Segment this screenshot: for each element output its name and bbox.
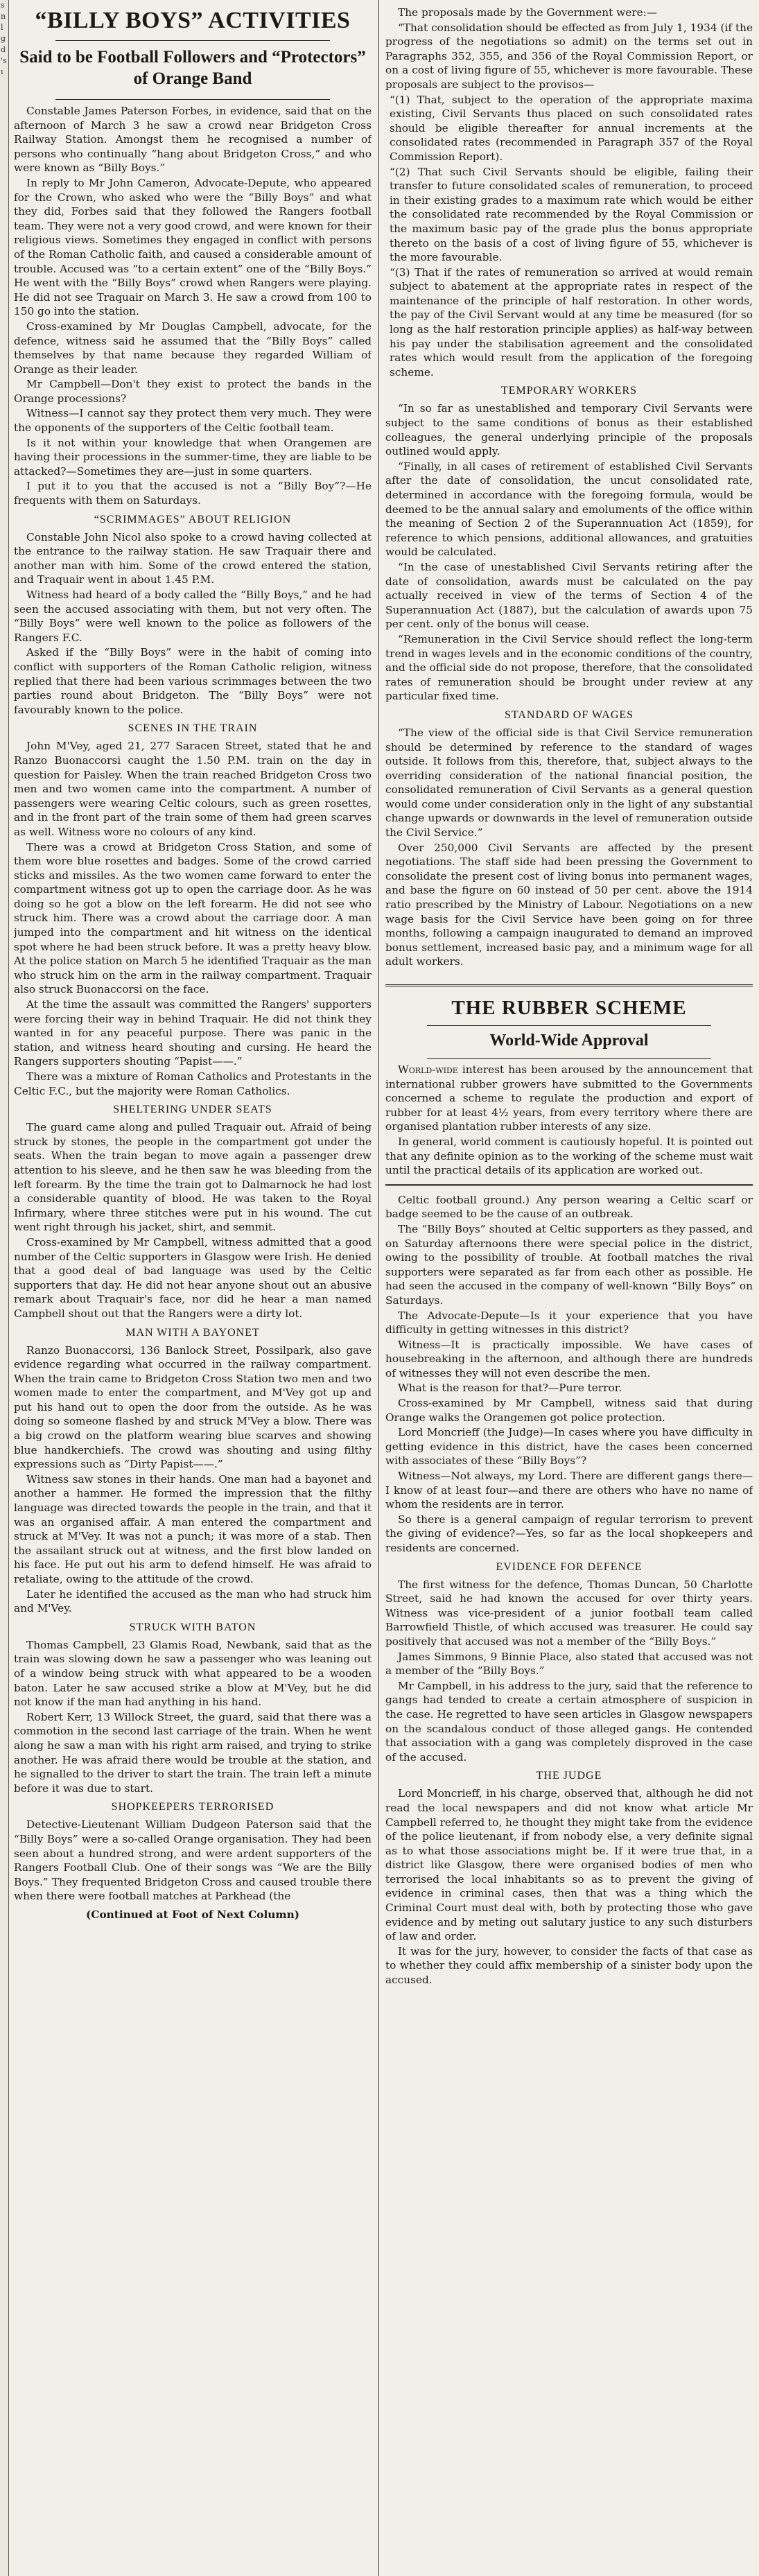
paragraph: John M'Vey, aged 21, 277 Saracen Street, stated that he and Ranzo Buonaccorsi caught the 1.50 P.M. train on the day in question for Paisley. When the train reached Bridgeton Cross two men and two women came into the compartment. A number of passengers were wearing Celtic colours, such as green rosettes, and in the front part of the train some of them had green scarves as well. Witness wore no colours of any kind. <box>14 740 372 838</box>
paragraph: “In so far as unestablished and temporary Civil Servants were subject to the same conditions of bonus as their established colleagues, the general underlying principle of the proposals outlined would apply. <box>385 402 753 458</box>
continued-section <box>385 1193 753 1556</box>
paragraph: Mr Campbell, in his address to the jury, said that the reference to gangs had tended to create a certain atmosphere of suspicion in the case. He regretted to have seen articles in Glasgow newspapers on the scandalous conduct of those alleged gangs. He contended that association with a gang was completely disproved in the case of the accused. <box>385 1679 753 1764</box>
paragraph: Witness had heard of a body called the “Billy Boys,” and he had seen the accused associating with them, but not very often. The “Billy Boys” were well known to the police as followers of the Rangers F.C. <box>14 589 372 644</box>
paragraph: Lord Moncrieff, in his charge, observed that, although he did not read the local newspapers and did not know what article Mr Campbell referred to, he thought they might take from the evidence of the police lieutenant, if from nobody else, a very definite signal as to what those associations might be. If it were true that, in a district like Glasgow, there were organised bodies of men who terrorised the local inhabitants so as to prevent the giving of evidence in criminal cases, then that was a thing which the Criminal Court must deal with, both by protecting those who gave evidence and by meting out salutary justice to any such disturbers of law and order. <box>385 1787 753 1943</box>
rubber-deck: World-Wide Approval <box>489 1032 649 1050</box>
paragraph: “That consolidation should be effected as from July 1, 1934 (if the progress of the negotiations so admit) on the terms set out in Paragraphs 352, 355, and 356 of the Royal Commission Report, or on a cost of living figure of 55, whichever is more favourable. These proposals are subject to the provisos— <box>385 21 753 91</box>
paragraph: I put it to you that the accused is not a “Billy Boy”?—He frequents with them on Saturdays. <box>14 480 372 507</box>
paragraph: Witness—It is practically impossible. We have cases of housebreaking in the afternoon, and although there are hundreds of witnesses they will not even describe the men. <box>385 1338 753 1380</box>
subheading-temporary-workers: TEMPORARY WORKERS <box>500 385 638 397</box>
paragraph: Thomas Campbell, 23 Glamis Road, Newbank, said that as the train was slowing down he saw a passenger who was leaning out of a window being struck with what appeared to be a wooden baton. Later he saw accused strike a blow at M'Vey, but he did not know if the man had anything in his hand. <box>14 1638 372 1709</box>
paragraph: “Remuneration in the Civil Service should reflect the long-term trend in wages levels and in the economic conditions of the country, and the official side do not propose, therefore, that the consolidated rates of remuneration should be brought under review at any particular fixed time. <box>385 632 753 703</box>
paragraph: James Simmons, 9 Binnie Place, also stated that accused was not a member of the “Billy Boys.” <box>385 1650 753 1678</box>
gutter-fragment: s <box>1 1 5 10</box>
gutter-fragment: 's <box>1 56 7 65</box>
paragraph: The Advocate-Depute—Is it your experience that you have difficulty in getting witnesses in this district? <box>385 1309 753 1337</box>
paragraph: Constable James Paterson Forbes, in evidence, said that on the afternoon of March 3 he saw a crowd near Bridgeton Cross Railway Station. Amongst them he recognised a number of persons who continually “hang about Bridgeton Cross,” and who were known as “Billy Boys.” <box>14 105 372 175</box>
paragraph: Asked if the “Billy Boys” were in the habit of coming into conflict with supporters of the Roman Catholic religion, witness replied that there had been various scrimmages between the two parties round about Bridgeton. The “Billy Boys” were not favourably known to the police. <box>14 646 372 716</box>
article-deck: Said to be Football Followers and “Protectors” of Orange Band <box>19 48 366 88</box>
continuation-note: (Continued at Foot of Next Column) <box>86 1908 299 1921</box>
article-headline: “BILLY BOYS” ACTIVITIES <box>35 8 351 33</box>
subheading-standard-of-wages: STANDARD OF WAGES <box>504 708 634 721</box>
paragraph: There was a mixture of Roman Catholics and Protestants in the Celtic F.C., but the majority were Roman Catholics. <box>14 1070 372 1097</box>
paragraph: Lord Moncrieff (the Judge)—In cases where you have difficulty in getting evidence in this district, have the cases been concerned with associates of these “Billy Boys”? <box>385 1426 753 1468</box>
subheading-sheltering: SHELTERING UNDER SEATS <box>113 1104 272 1116</box>
paragraph: Is it not within your knowledge that when Orangemen are having their processions in the summer-time, they are liable to be attacked?—Sometimes they are—just in some quarters. <box>14 436 372 478</box>
rubber-paragraph-2: In general, world comment is cautiously hopeful. It is pointed out that any definite opinion as to the working of the scheme must wait until the practical details of its application are worked out. <box>385 1135 753 1177</box>
judge-section <box>385 1786 753 1987</box>
paragraph: “(1) That, subject to the operation of the appropriate maxima existing, Civil Servants thus placed on such consolidated rates should be eligible thereafter for annual increments at the consolidated rates (recommended in Paragraph 357 of the Royal Commission Report). <box>390 93 753 163</box>
paragraph: Later he identified the accused as the man who had struck him and M'Vey. <box>14 1587 372 1615</box>
left-gutter <box>0 0 9 2576</box>
subheading-scenes-in-train: SCENES IN THE TRAIN <box>128 722 258 735</box>
paragraph: The guard came along and pulled Traquair out. Afraid of being struck by stones, the people in the compartment got under the seats. When the train began to move again a passenger drew attention to his sleeve, and he then saw he was bleeding from the left forearm. By the time the train got to Dalmarnock he had lost a considerable quantity of blood. He was taken to the Royal Infirmary, where three stitches were put in his wound. The cut went right through his jacket, shirt, and semmit. <box>14 1121 372 1234</box>
proposals-top <box>385 6 753 92</box>
rubber-rule <box>427 1025 711 1026</box>
paragraph: In reply to Mr John Cameron, Advocate-Depute, who appeared for the Crown, who asked who were the “Billy Boys” and what they did, Forbes said that they followed the Rangers football team. They were not a very good crowd, and were known for their religious views. Sometimes they engaged in conflict with persons of the Roman Catholic faith, and caused a considerable amount of trouble. Accused was “to a certain extent” one of the “Billy Boys.” He went with the “Billy Boys” crowd when Rangers were playing. He did not see Traquair on March 3. He saw a crowd from 100 to 150 go into the station. <box>14 176 372 318</box>
deck-rule <box>55 99 330 100</box>
paragraph: Cross-examined by Mr Campbell, witness said that during Orange walks the Orangemen got police protection. <box>385 1397 753 1424</box>
subheading-baton: STRUCK WITH BATON <box>129 1621 256 1633</box>
paragraph: What is the reason for that?—Pure terror. <box>398 1382 622 1395</box>
gutter-fragment: l <box>1 23 3 32</box>
paragraph: It was for the jury, however, to consider the facts of that case as to whether they could affix membership of a sinister body upon the accused. <box>385 1944 753 1987</box>
body-section-2 <box>14 530 372 717</box>
rubber-headline: THE RUBBER SCHEME <box>451 997 687 1019</box>
paragraph: Cross-examined by Mr Campbell, witness admitted that a good number of the Celtic supporters in Glasgow were Irish. He denied that a good deal of bad language was used by the Celtic supporters that day. He did not hear anyone shout out an abusive remark about Traquair's face, nor did he hear a man named Campbell shout out that the Rangers were a dirty lot. <box>14 1235 372 1320</box>
rubber-lead-paragraph <box>385 1063 753 1134</box>
paragraph: The proposals made by the Government were:— <box>398 6 658 19</box>
paragraph: “Finally, in all cases of retirement of established Civil Servants after the date of consolidation, the uncut consolidated rate, determined in accordance with the foregoing formula, would be deemed to be the annual salary and emoluments of the office within the meaning of Section 2 of the Superannuation Act (1859), for reference to which pensions, additional allowances, and gratuities would be calculated. <box>385 460 753 559</box>
provisos-list <box>385 93 753 380</box>
defence-section <box>385 1578 753 1765</box>
paragraph: Constable John Nicol also spoke to a crowd having collected at the entrance to the railway station. He saw Traquair there and another man with him. Some of the crowd entered the station, and Traquair went in about 1.45 P.M. <box>14 530 372 586</box>
body-section-7 <box>14 1818 372 1904</box>
rubber-article <box>385 984 753 1186</box>
paragraph: Cross-examined by Mr Douglas Campbell, advocate, for the defence, witness said he assumed that the “Billy Boys” called themselves by that name because they regarded William of Orange as their leader. <box>14 320 372 376</box>
body-section-4 <box>14 1120 372 1321</box>
paragraph: “The view of the official side is that Civil Service remuneration should be determined by reference to the standard of wages outside. It follows from this, therefore, that, subject always to the overriding consideration of the national financial position, the consolidated remuneration of Civil Servants as a general question would come under consideration only in the light of any substantial change upwards or downwards in the level of remuneration outside the Civil Service.” <box>385 726 753 839</box>
paragraph: Over 250,000 Civil Servants are affected by the present negotiations. The staff side had been pressing the Government to consolidate the present cost of living bonus into permanent wages, and base the figure on 60 instead of 50 per cent. above the 1914 ratio prescribed by the Ministry of Labour. Negotiations on a new wage basis for the Civil Service have been going on for three months, following a campaign inaugurated to demand an improved bonus settlement, increased basic pay, and a minimum wage for all adult workers. <box>385 841 753 968</box>
paragraph: “(2) That such Civil Servants should be eligible, failing their transfer to future consolidated scales of remuneration, to proceed in their existing grades to a maximum rate which would be either the consolidated rate recommended by the Royal Commission or the maximum basic pay of the grade plus the bonus appropriate thereto on the basis of a cost of living figure of 55, whichever is the more favourable. <box>390 165 753 264</box>
left-column <box>14 6 372 2570</box>
subheading-the-judge: THE JUDGE <box>536 1770 602 1782</box>
subheading-shopkeepers: SHOPKEEPERS TERRORISED <box>111 1801 274 1813</box>
proposals-section-1 <box>385 401 753 703</box>
gutter-fragment: ı <box>1 67 3 76</box>
paragraph: The “Billy Boys” shouted at Celtic supporters as they passed, and on Saturday afternoons there were special police in the district, owing to the possibility of trouble. At football matches the rival supporters were separated as far from each other as possible. He had seen the accused in the company of well-known “Billy Boys” on Saturdays. <box>385 1222 753 1307</box>
subheading-bayonet: MAN WITH A BAYONET <box>125 1326 260 1339</box>
body-section-5 <box>14 1343 372 1616</box>
subheading-evidence-defence: EVIDENCE FOR DEFENCE <box>496 1560 643 1573</box>
paragraph: Witness—Not always, my Lord. There are different gangs there—I know of at least four—and there are others who have no name of whom the residents are in terror. <box>385 1470 753 1511</box>
paragraph: There was a crowd at Bridgeton Cross Station, and some of them wore blue rosettes and badges. Some of the crowd carried sticks and missiles. As the two women came forward to enter the compartment witness got up to open the carriage door. As he was doing so he got a blow on the left forearm. He did not see who struck him. There was a crowd about the carriage door. A man jumped into the compartment and hit witness on the identical spot where he had been struck before. It was a pretty heavy blow. At the police station on March 5 he identified Traquair as the man who struck him on the arm in the railway compartment. Traquair also struck Buonaccorsi on the face. <box>14 840 372 996</box>
paragraph: Witness saw stones in their hands. One man had a bayonet and another a hammer. He formed the impression that the filthy language was directed towards the people in the train, and that it was an organised affair. A man entered the compartment and struck at M'Vey. It was not a punch; it was more of a stab. Then the assailant struck out at witness, and the first blow landed on his face. He put out his arm to defend himself. He was afraid to retaliate, owing to the attitude of the crowd. <box>14 1472 372 1585</box>
paragraph: At the time the assault was committed the Rangers' supporters were forcing their way in behind Traquair. He did not think they wanted in for any peaceful purpose. There was panic in the station, and witness heard shouting and cursing. He heard the Rangers supporters shouting “Papist——.” <box>14 998 372 1068</box>
proposals-section-2 <box>385 726 753 969</box>
body-section-6 <box>14 1638 372 1796</box>
gutter-fragment: d <box>1 45 6 54</box>
paragraph: “(3) That if the rates of remuneration so arrived at would remain subject to abatement at the appropriate rates in respect of the maintenance of the principle of half restoration. In other words, the pay of the Civil Servant would at any time be measured (for so long as the half restoration principle applies) as half-way between his pay under the stabilisation agreement and the consolidated rates which would result from the application of the foregoing scheme. <box>390 266 753 378</box>
paragraph: The first witness for the defence, Thomas Duncan, 50 Charlotte Street, said he had known the accused for over thirty years. Witness was vice-president of a junior football team called Barrowfield Thistle, of which accused was treasurer. He could say positively that accused was not a member of the “Billy Boys.” <box>385 1578 753 1648</box>
gutter-fragment: n <box>1 12 6 21</box>
subheading-scrimmages: “SCRIMMAGES” ABOUT RELIGION <box>94 513 292 525</box>
paragraph: Detective-Lieutenant William Dudgeon Paterson said that the “Billy Boys” were a so-called Orange organisation. They had been seen about a hundred strong, and were ardent supporters of the Rangers Football Club. One of their songs was “We are the Billy Boys.” They frequented Bridgeton Cross and caused trouble there when there were football matches at Parkhead (the <box>14 1818 372 1903</box>
rubber-lead-word: World-wide <box>398 1063 458 1076</box>
paragraph: Celtic football ground.) Any person wearing a Celtic scarf or badge seemed to be the cause of an outbreak. <box>385 1193 753 1221</box>
paragraph: Robert Kerr, 13 Willock Street, the guard, said that there was a commotion in the second last carriage of the train. When he went along he saw a man with his right arm raised, and trying to strike another. He was afraid there would be trouble at the station, and he signalled to the driver to start the train. The train left a minute before it was due to start. <box>14 1710 372 1795</box>
paragraph: Ranzo Buonaccorsi, 136 Banlock Street, Possilpark, also gave evidence regarding what occurred in the railway compartment. When the train came to Bridgeton Cross Station two men and two women made to enter the compartment, and M'Vey got up and put his hand out to open the door from the outside. As he was doing so someone flashed by and struck M'Vey a blow. There was a big crowd on the platform wearing blue scarves and showing blue handkerchiefs. The crowd was shouting and using filthy expressions such as “Dirty Papist——.” <box>14 1343 372 1471</box>
paragraph: So there is a general campaign of regular terrorism to prevent the giving of evidence?—Yes, so far as the local shopkeepers and residents are concerned. <box>385 1513 753 1554</box>
gutter-fragment: g <box>1 34 6 43</box>
body-section-3 <box>14 739 372 1098</box>
right-column <box>385 6 753 2570</box>
body-section-1 <box>14 104 372 508</box>
paragraph: “In the case of unestablished Civil Servants retiring after the date of consolidation, awards must be calculated on the pay actually received in view of the terms of Section 4 of the Superannuation Act (1887), but the calculation of awards upon 75 per cent. only of the bonus will cease. <box>385 560 753 631</box>
paragraph: Mr Campbell—Don't they exist to protect the bands in the Orange processions? <box>14 378 372 405</box>
headline-rule <box>55 40 330 41</box>
rubber-rule-2 <box>427 1058 711 1059</box>
rubber-lead-text: interest has been aroused by the announcement that international rubber growers have submitted to the Governments concerned a scheme to regulate the production and export of rubber for at least 4½ years, from every territory where there are organised plantation rubber interests of any size. <box>385 1063 753 1133</box>
paragraph: Witness—I cannot say they protect them very much. They were the opponents of the supporters of the Celtic football team. <box>14 407 372 435</box>
column-rule <box>378 0 379 2576</box>
